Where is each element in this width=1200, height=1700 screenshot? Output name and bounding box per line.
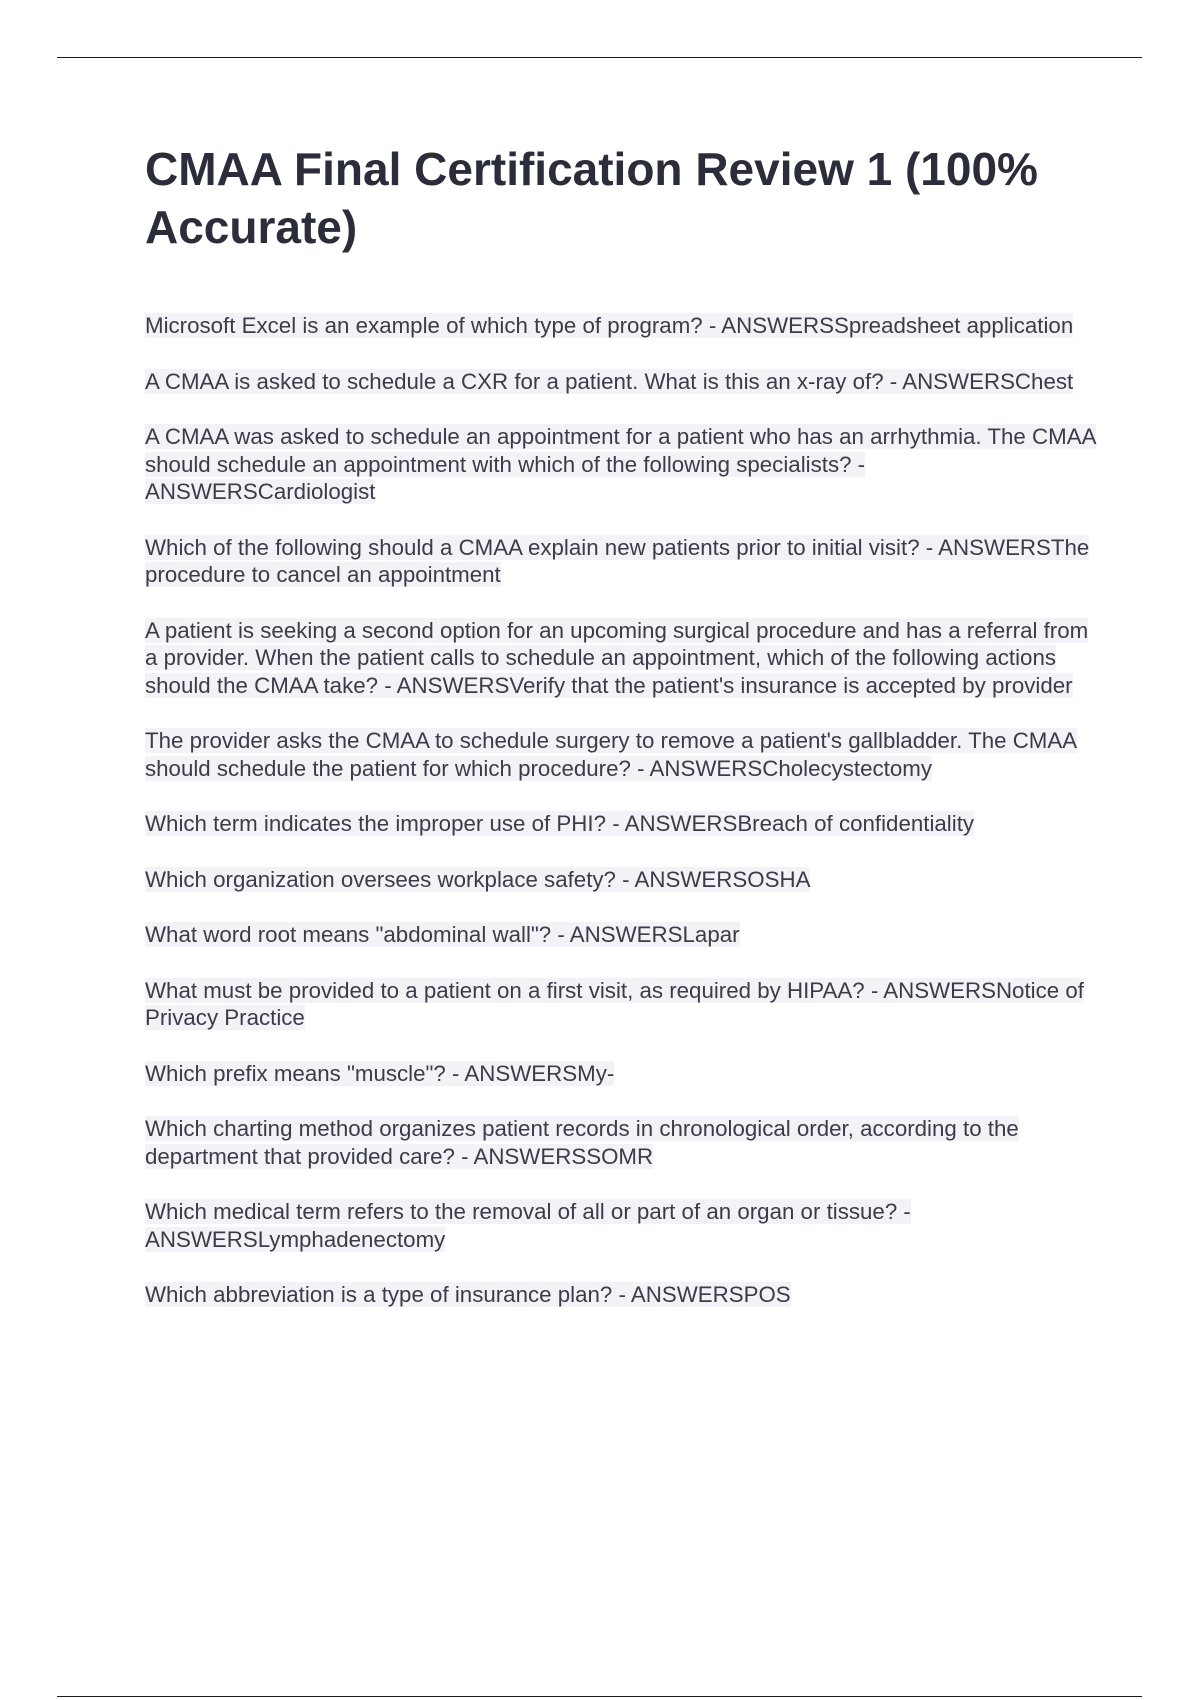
qa-item bbox=[145, 727, 1100, 782]
qa-text: Which organization oversees workplace safety? - ANSWERSOSHA bbox=[145, 866, 811, 892]
qa-item bbox=[145, 312, 1100, 340]
qa-text: What must be provided to a patient on a first visit, as required by HIPAA? - ANSWERSNotice of Privacy Practice bbox=[145, 977, 1084, 1030]
qa-text: What word root means "abdominal wall"? - ANSWERSLapar bbox=[145, 922, 740, 947]
qa-text: Which charting method organizes patient records in chronological order, according to the department that provided care? - ANSWERSSOMR bbox=[145, 1116, 1019, 1169]
qa-item bbox=[145, 810, 1100, 838]
qa-item bbox=[145, 1115, 1100, 1170]
qa-text: A CMAA is asked to schedule a CXR for a patient. What is this an x-ray of? - ANSWERSChest bbox=[145, 368, 1074, 394]
qa-item bbox=[145, 1060, 1100, 1088]
qa-text: Which prefix means "muscle"? - ANSWERSMy- bbox=[145, 1060, 615, 1086]
qa-item bbox=[145, 617, 1100, 700]
qa-item bbox=[145, 368, 1100, 396]
qa-item bbox=[145, 921, 1100, 949]
qa-text: Which abbreviation is a type of insurance plan? - ANSWERSPOS bbox=[145, 1282, 791, 1307]
qa-text: A CMAA was asked to schedule an appointment for a patient who has an arrhythmia. The CMAA should schedule an appointment with which of the following specialists? - ANSWERSCardiologist bbox=[145, 424, 1097, 504]
qa-list bbox=[145, 312, 1100, 1337]
qa-text: Which of the following should a CMAA explain new patients prior to initial visit? - ANSWERSThe procedure to cancel an appointment bbox=[145, 534, 1090, 587]
qa-text: Which medical term refers to the removal of all or part of an organ or tissue? - ANSWERSLymphadenectomy bbox=[145, 1199, 911, 1252]
qa-text: Microsoft Excel is an example of which type of program? - ANSWERSSpreadsheet application bbox=[145, 313, 1074, 338]
qa-item bbox=[145, 977, 1100, 1032]
qa-item bbox=[145, 1281, 1100, 1309]
qa-text: A patient is seeking a second option for an upcoming surgical procedure and has a referral from a provider. When the patient calls to schedule an appointment, which of the following actions should the CMAA take? - ANSWERSVerify that the patient's insurance is accepted by provider bbox=[145, 617, 1089, 698]
qa-item bbox=[145, 534, 1100, 589]
bottom-rule bbox=[57, 1696, 1142, 1697]
qa-item bbox=[145, 423, 1100, 506]
qa-item bbox=[145, 1198, 1100, 1253]
qa-text: The provider asks the CMAA to schedule surgery to remove a patient's gallbladder. The CMAA should schedule the patient for which procedure? - ANSWERSCholecystectomy bbox=[145, 728, 1078, 781]
qa-text: Which term indicates the improper use of PHI? - ANSWERSBreach of confidentiality bbox=[145, 811, 975, 836]
document-title: CMAA Final Certification Review 1 (100% Accurate) bbox=[145, 143, 1038, 253]
top-rule bbox=[57, 57, 1142, 58]
qa-item bbox=[145, 866, 1100, 894]
